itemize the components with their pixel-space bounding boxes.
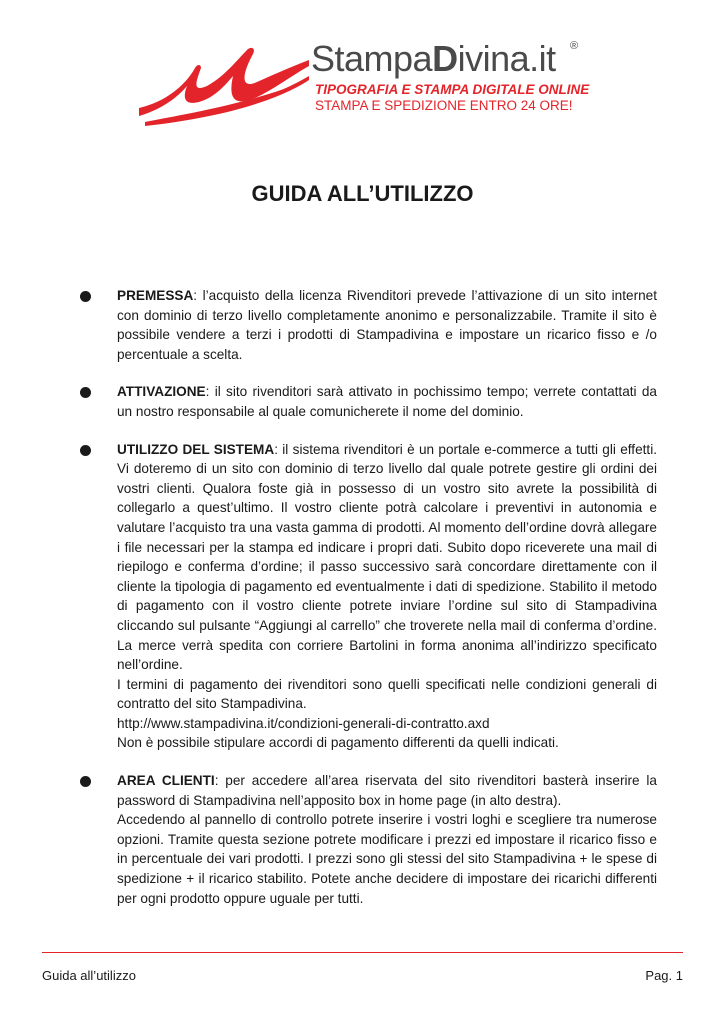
logo (135, 38, 595, 133)
footer-title: Guida all’utilizzo (42, 968, 136, 983)
section-paragraph: AREA CLIENTI: per accedere all’area riservata del sito rivenditori basterà inserire la password di Stampadivina nell’apposito box in home page (in alto destra). (117, 773, 657, 808)
section-attivazione (80, 382, 657, 421)
bullet-icon (80, 776, 91, 787)
section-paragraph: Non è possibile stipulare accordi di pagamento differenti da quelli indicati. (117, 735, 559, 751)
bullet-icon (80, 291, 91, 302)
section-heading: AREA CLIENTI (117, 773, 215, 789)
section-paragraph: Accedendo al pannello di controllo potrete inserire i vostri loghi e scegliere tra numerose opzioni. Tramite questa sezione potrete modificare i prezzi ed impostare il ricarico fisso e in percentuale dei vari prodotti. I prezzi sono gli stessi del sito Stampadivina + le spese di spedizione + il ricarico stabilito. Potete anche decidere di impostare dei ricarichi differenti per ogni prodotto oppure uguale per tutti. (117, 812, 657, 906)
page-number: Pag. 1 (645, 968, 683, 983)
footer-divider (42, 952, 683, 953)
section-premessa (80, 286, 657, 364)
swoosh-logo-icon (135, 46, 310, 131)
section-area-clienti (80, 771, 657, 908)
section-heading: PREMESSA (117, 288, 194, 303)
sections-list (80, 286, 657, 926)
page-title: GUIDA ALL’UTILIZZO (251, 181, 474, 206)
brand-name: StampaDivina.it (311, 38, 556, 79)
section-utilizzo-del-sistema (80, 440, 657, 754)
conditions-link[interactable]: http://www.stampadivina.it/condizioni-generali-di-contratto.axd (117, 715, 490, 731)
section-paragraph: ATTIVAZIONE: il sito rivenditori sarà attivato in pochissimo tempo; verrete contattati da un nostro responsabile al quale comunicherete il nome del dominio. (117, 384, 657, 419)
registered-mark: ® (570, 40, 579, 52)
section-paragraph: PREMESSA: l’acquisto della licenza Rivenditori prevede l’attivazione di un sito internet con dominio di terzo livello completamente anonimo e personalizzabile. Tramite il sito è possibile vendere a terzi i prodotti di Stampadivina e impostare un ricarico fisso e /o percentuale a scelta. (117, 288, 657, 362)
tagline-secondary: STAMPA E SPEDIZIONE ENTRO 24 ORE! (315, 98, 573, 113)
section-paragraph: I termini di pagamento dei rivenditori sono quelli specificati nelle condizioni generali di contratto del sito Stampadivina. (117, 676, 657, 712)
bullet-icon (80, 445, 91, 456)
tagline-primary: TIPOGRAFIA E STAMPA DIGITALE ONLINE (315, 82, 590, 97)
section-heading: ATTIVAZIONE (117, 384, 206, 400)
section-heading: UTILIZZO DEL SISTEMA (117, 441, 275, 457)
bullet-icon (80, 387, 91, 398)
section-paragraph: UTILIZZO DEL SISTEMA: il sistema rivenditori è un portale e-commerce a tutti gli effetti. Vi doteremo di un sito con dominio di terzo livello dal quale potrete gestire gli ordini dei vostri clienti. Qualora foste già in possesso di un vostro sito avrete la possibilità di collegarlo a quest’ultimo. Il vostro cliente potrà calcolare i preventivi in autonomia e valutare l’acquisto tra una vasta gamma di prodotti. Al momento dell’ordine dovrà allegare i file necessari per la stampa ed indicare i propri dati. Subito dopo riceverete una mail di riepilogo e conferma d’ordine; il passo successivo sarà concordare direttamente con il cliente la tipologia di pagamento ed eventualmente i dati di spedizione. Stabilito il metodo di pagamento con il vostro cliente potrete inviare l’ordine sul sito di Stampadivina cliccando sul pulsante “Aggiungi al carrello” che troverete nella mail di conferma d’ordine. La merce verrà spedita con corriere Bartolini in forma anonima all’indirizzo specificato nell’ordine. (117, 441, 657, 673)
